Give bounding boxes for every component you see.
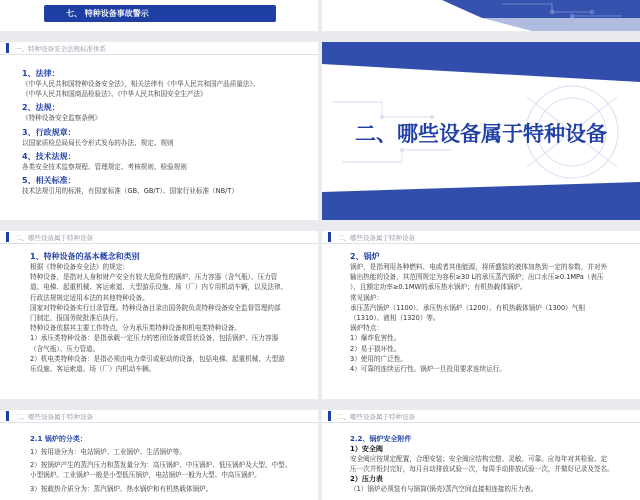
text-line: （1）锅炉必须装有与锅筒(锅壳)蒸汽空间直接相连接的压力表。 [350,485,538,494]
slide-header-text: 二、哪些设备属于特种设备 [15,233,93,242]
slide-header [0,231,93,243]
text-line: 特种设备，是指对人身和财产安全有较大危险性的锅炉、压力容器（含气瓶）、压力管 [30,273,278,282]
text-line: 门制定，报国务院批准后执行。 [30,314,123,323]
section-line: 《特种设备安全监察条例》 [22,114,102,123]
text-line: 锅炉，是指利用各种燃料、电或者其他能源，将所盛装的液体加热到一定的参数，并对外 [350,263,608,271]
text-line: 行政法规规定适用本法的其他特种设备。 [30,293,149,302]
slide-boiler[interactable] [322,231,640,399]
boiler-content [350,251,626,374]
slide-header [0,42,106,54]
section-title: 二、哪些设备属于特种设备 [355,122,607,146]
slide-subtitle: 2.1 锅炉的分类： [30,435,87,443]
text-line: 锅炉特点： [350,324,383,333]
laws-content [22,68,304,196]
subsection-title: 2）压力表 [350,475,383,484]
text-line: 3）按载热介质分为：蒸汽锅炉、热水锅炉和有机热载体锅炉。 [30,484,213,493]
slide-header-text: 二、哪些设备属于特种设备 [337,233,415,242]
text-line: 1）承压类特种设备：是指承载一定压力的密闭设备或管状设备，包括锅炉、压力容器 [30,334,279,343]
text-line: 2）按锅炉产生的蒸汽压力和蒸发量分为：高压锅炉、中压锅炉、低压锅炉及大型、中型、 [30,461,292,470]
text-line: 国家对特种设备实行目录管理。特种设备目录由国务院负责特种设备安全监督管理的部 [30,303,281,312]
concept-content [30,251,304,374]
slide-top-left[interactable] [0,0,318,31]
tech-banner-graphic [322,0,640,31]
section-line: 技术法规引用的标准，有国家标准（GB、GB/T）、国家行业标准（NB/T） [22,187,238,196]
slide-subtitle: 2、锅炉 [350,252,380,261]
text-line: （1310）、液相（1320）等。 [350,314,440,323]
text-line: 1）按用途分为：电站锅炉、工业锅炉、生活锅炉等。 [30,448,186,456]
slide-concept[interactable] [0,231,318,399]
header-accent-bar [328,411,331,421]
section-line: 《中华人民共和国商品检验法》、《中华人民共和国安全生产法》 [22,90,207,99]
slide-subtitle: 2.2、锅炉安全附件 [350,435,412,443]
header-accent-bar [6,232,9,242]
text-line: 道、电梯、起重机械、客运索道、大型游乐设施、场（厂）内专用机动车辆，以及法律、 [30,283,288,292]
section-title: 2、法规： [22,103,60,113]
section-line: 各类安全技术监察规程、管理规定、考核规则、检验规则 [22,162,187,171]
text-line: ），且额定功率≥0.1MW的承压热水锅炉；有机热载体锅炉。 [350,283,527,292]
slide-subtitle: 1、特种设备的基本概念和类别 [30,252,140,261]
boiler-safety-content [350,434,626,495]
header-accent-bar [6,43,9,53]
slide-top-right[interactable] [322,0,640,31]
section-title: 4、技术法规： [22,151,76,161]
slide-header [0,410,93,422]
slide-header [322,231,415,243]
subsection-title: 1）安全阀 [350,445,383,453]
section-title: 1、法律： [22,69,60,78]
section-line: 《中华人民共和国特种设备安全法》，相关法律有《中华人民共和国产品质量法》、 [22,80,260,88]
text-line: 常见锅炉： [350,293,383,302]
text-line: 4）可靠的连续运行性。锅炉一旦投用要求连续运行。 [350,365,506,374]
slide-laws[interactable] [0,42,318,220]
text-line: 2）易于损坏性。 [350,344,401,353]
text-line: 2）机电类特种设备：是指必须由电力牵引或驱动的设备，包括电梯、起重机械、大型游 [30,354,285,363]
text-line: 输出热能的设备，其范围规定为容积≥30 L的承压蒸汽锅炉；出口水压≥0.1MPa（表压 [350,273,604,282]
text-line: 根据《特种设备安全法》的规定： [30,263,129,271]
section-line: 以国家质检总局局长令形式发布的办法、规定、规则 [22,138,174,147]
section-title: 3、行政规章： [22,127,76,137]
header-divider [322,422,640,423]
header-divider [0,422,318,423]
text-line: 特种设备依据其主要工作特点，分为承压类特种设备和机电类特种设备。 [30,324,241,333]
slide-header [322,410,415,422]
header-divider [322,243,640,244]
slide-header-text: 一、特种设备安全法规标准体系 [15,44,106,53]
toc-item-label: 七、 特种设备事故警示 [66,9,149,18]
header-divider [0,54,318,55]
text-line: 3）使用的广泛性。 [350,354,407,363]
header-divider [0,243,318,244]
text-line: 1）爆炸危害性。 [350,334,401,343]
header-accent-bar [6,411,9,421]
slide-header-text: 二、哪些设备属于特种设备 [337,412,415,421]
text-line: 安全阀应按规定配置，合理安装；安全阀应结构完整、灵敏、可靠。应每年对其检验、定 [350,455,608,463]
slide-section-title[interactable] [322,42,640,220]
text-line: 乐设施、客运索道、场（厂）内机动车辆。 [30,365,156,374]
boiler-class-content [30,434,304,494]
text-line: 承压蒸汽锅炉（1100）、承压热水锅炉（1200）、有机热载体锅炉（1300）气相 [350,303,585,312]
text-line: （含气瓶）、压力管道。 [30,344,100,353]
slide-header-text: 二、哪些设备属于特种设备 [15,412,93,421]
text-line: 小型锅炉。工业锅炉一般是小型低压锅炉，电站锅炉一般为大型、中高压锅炉。 [30,471,261,480]
header-accent-bar [328,232,331,242]
slide-boiler-class[interactable] [0,410,318,500]
text-line: 压一次并铅封完好，每月自动排放试验一次，每周手动排放试验一次，并做好记录及签名。 [350,465,614,474]
section-title: 5、相关标准： [22,176,76,186]
slide-boiler-safety[interactable] [322,410,640,500]
